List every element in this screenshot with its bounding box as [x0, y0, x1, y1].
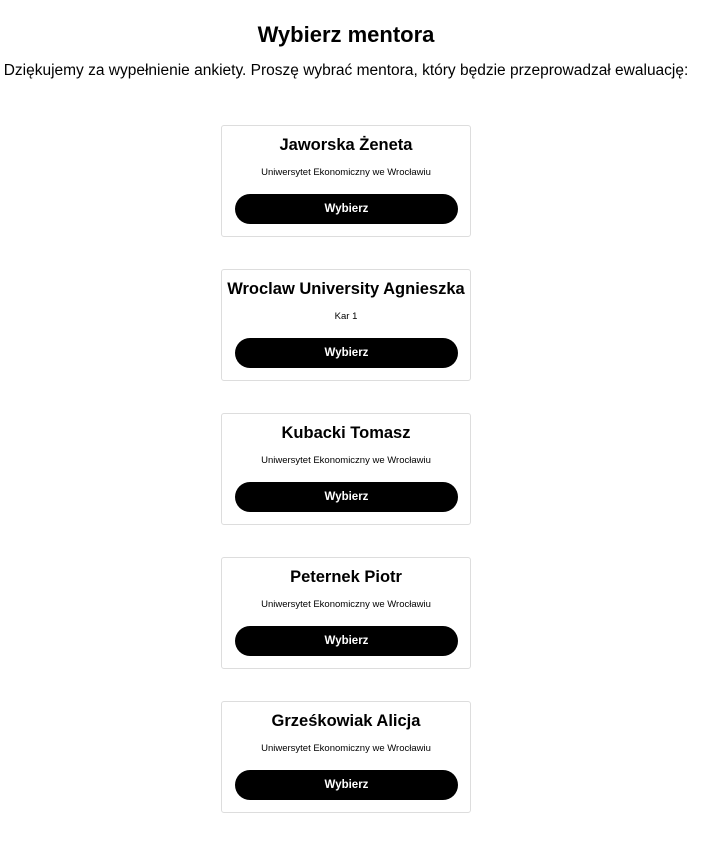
mentor-card [221, 557, 471, 669]
page-title: Wybierz mentora [257, 22, 435, 47]
select-mentor-button[interactable]: Wybierz [235, 626, 458, 656]
select-mentor-button[interactable]: Wybierz [235, 482, 458, 512]
intro-text: Dziękujemy za wypełnienie ankiety. Proszę wybrać mentora, który będzie przeprowadzał ewaluację: [3, 62, 689, 79]
mentor-affiliation: Uniwersytet Ekonomiczny we Wrocławiu [261, 743, 431, 754]
mentor-name: Wroclaw University Agnieszka [227, 280, 465, 298]
mentor-list [221, 125, 471, 845]
mentor-card [221, 701, 471, 813]
mentor-affiliation: Uniwersytet Ekonomiczny we Wrocławiu [261, 167, 431, 178]
mentor-affiliation: Uniwersytet Ekonomiczny we Wrocławiu [261, 455, 431, 466]
select-mentor-button[interactable]: Wybierz [235, 194, 458, 224]
mentor-card [221, 269, 471, 381]
mentor-name: Kubacki Tomasz [281, 424, 411, 442]
select-mentor-button[interactable]: Wybierz [235, 770, 458, 800]
mentor-name: Peternek Piotr [290, 568, 402, 586]
mentor-affiliation: Uniwersytet Ekonomiczny we Wrocławiu [261, 599, 431, 610]
mentor-affiliation: Kar 1 [334, 311, 358, 322]
mentor-name: Grześkowiak Alicja [271, 712, 421, 730]
mentor-card [221, 413, 471, 525]
mentor-card [221, 125, 471, 237]
mentor-name: Jaworska Żeneta [279, 136, 413, 154]
select-mentor-button[interactable]: Wybierz [235, 338, 458, 368]
